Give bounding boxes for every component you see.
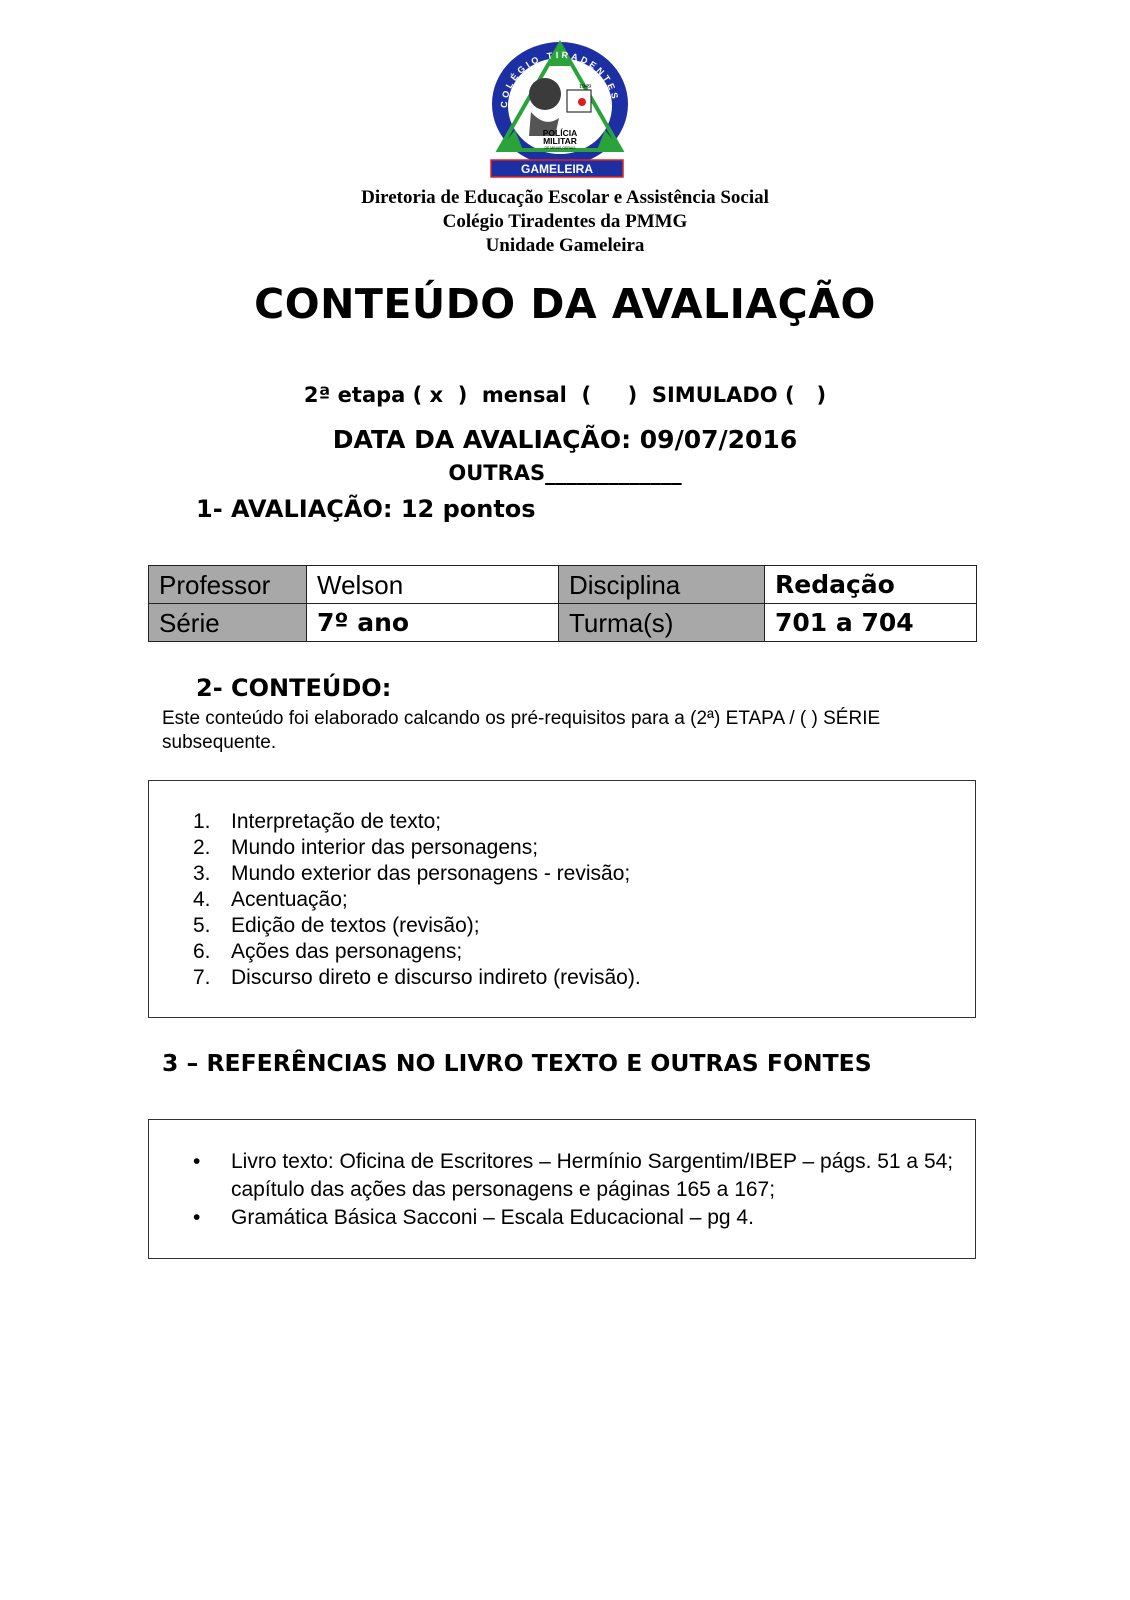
- header-line-directorate: Diretoria de Educação Escolar e Assistência Social: [361, 187, 769, 208]
- header-line-school: Colégio Tiradentes da PMMG: [442, 211, 688, 232]
- list-item: [149, 887, 975, 913]
- list-text: Interpretação de texto;: [231, 810, 442, 833]
- list-text: Acentuação;: [231, 888, 348, 911]
- list-text: Mundo exterior das personagens - revisão;: [231, 862, 631, 885]
- reference-text: Livro texto: Oficina de Escritores – Hermínio Sargentim/IBEP – págs. 51 a 54; capítulo das ações das personagens e páginas 165 a 167;: [231, 1150, 954, 1201]
- list-number: 2.: [193, 836, 211, 859]
- bullet-icon: •: [193, 1206, 201, 1229]
- evaluation-type-options: [0, 330, 1130, 512]
- list-text: Discurso direto e discurso indireto (revisão).: [231, 966, 641, 989]
- list-item: [149, 1204, 975, 1232]
- table-row: [149, 566, 977, 604]
- list-number: 5.: [193, 914, 211, 937]
- header-line-unit: Unidade Gameleira: [485, 235, 645, 256]
- professor-label: Professor: [149, 566, 307, 604]
- list-number: 3.: [193, 862, 211, 885]
- list-number: 7.: [193, 966, 211, 989]
- logo-year: 1949: [579, 84, 591, 90]
- school-logo: [485, 38, 635, 184]
- turma-label: Turma(s): [559, 604, 765, 642]
- content-box: [148, 780, 976, 1018]
- list-item: [149, 913, 975, 939]
- table-row: [149, 604, 977, 642]
- list-item: [149, 1148, 975, 1204]
- logo-ring-text: COLÉGIO TIRADENTES: [498, 49, 621, 109]
- list-item: [149, 835, 975, 861]
- list-item: [149, 861, 975, 887]
- section1-heading: 1- AVALIAÇÃO: 12 pontos: [196, 495, 536, 523]
- institution-header: [0, 186, 1130, 258]
- logo-org-line1: POLÍCIA: [542, 128, 578, 138]
- reference-text: Gramática Básica Sacconi – Escala Educacional – pg 4.: [231, 1206, 754, 1229]
- section2-heading: 2- CONTEÚDO:: [196, 674, 392, 702]
- logo-org-line3: DE MINAS GERAIS: [544, 146, 576, 150]
- list-item: [149, 939, 975, 965]
- references-list: [149, 1148, 975, 1232]
- content-list: [149, 809, 975, 991]
- list-text: Ações das personagens;: [231, 940, 463, 963]
- info-table: [148, 565, 977, 642]
- professor-value: Welson: [307, 566, 559, 604]
- options-line1: 2ª etapa ( x ) mensal ( ) SIMULADO ( ): [303, 383, 827, 407]
- list-text: Mundo interior das personagens;: [231, 836, 539, 859]
- list-number: 1.: [193, 810, 211, 833]
- serie-label: Série: [149, 604, 307, 642]
- logo-banner: GAMELEIRA: [521, 162, 593, 176]
- evaluation-date: DATA DA AVALIAÇÃO: 09/07/2016: [332, 425, 798, 454]
- page-title: CONTEÚDO DA AVALIAÇÃO: [254, 280, 876, 328]
- list-text: Edição de textos (revisão);: [231, 914, 480, 937]
- bullet-icon: •: [193, 1150, 201, 1173]
- options-line2: OUTRAS_____________: [448, 461, 682, 485]
- disciplina-value: Redação: [765, 566, 977, 604]
- serie-value: 7º ano: [307, 604, 559, 642]
- list-number: 6.: [193, 940, 211, 963]
- list-item: [149, 965, 975, 991]
- section3-heading: 3 – REFERÊNCIAS NO LIVRO TEXTO E OUTRAS FONTES: [162, 1049, 872, 1077]
- turma-value: 701 a 704: [765, 604, 977, 642]
- section2-intro: Este conteúdo foi elaborado calcando os pré-requisitos para a (2ª) ETAPA / ( ) SÉRIE subsequente.: [162, 708, 881, 753]
- logo-org-line2: MILITAR: [543, 136, 577, 146]
- references-box: [148, 1119, 976, 1259]
- list-item: [149, 809, 975, 835]
- disciplina-label: Disciplina: [559, 566, 765, 604]
- list-number: 4.: [193, 888, 211, 911]
